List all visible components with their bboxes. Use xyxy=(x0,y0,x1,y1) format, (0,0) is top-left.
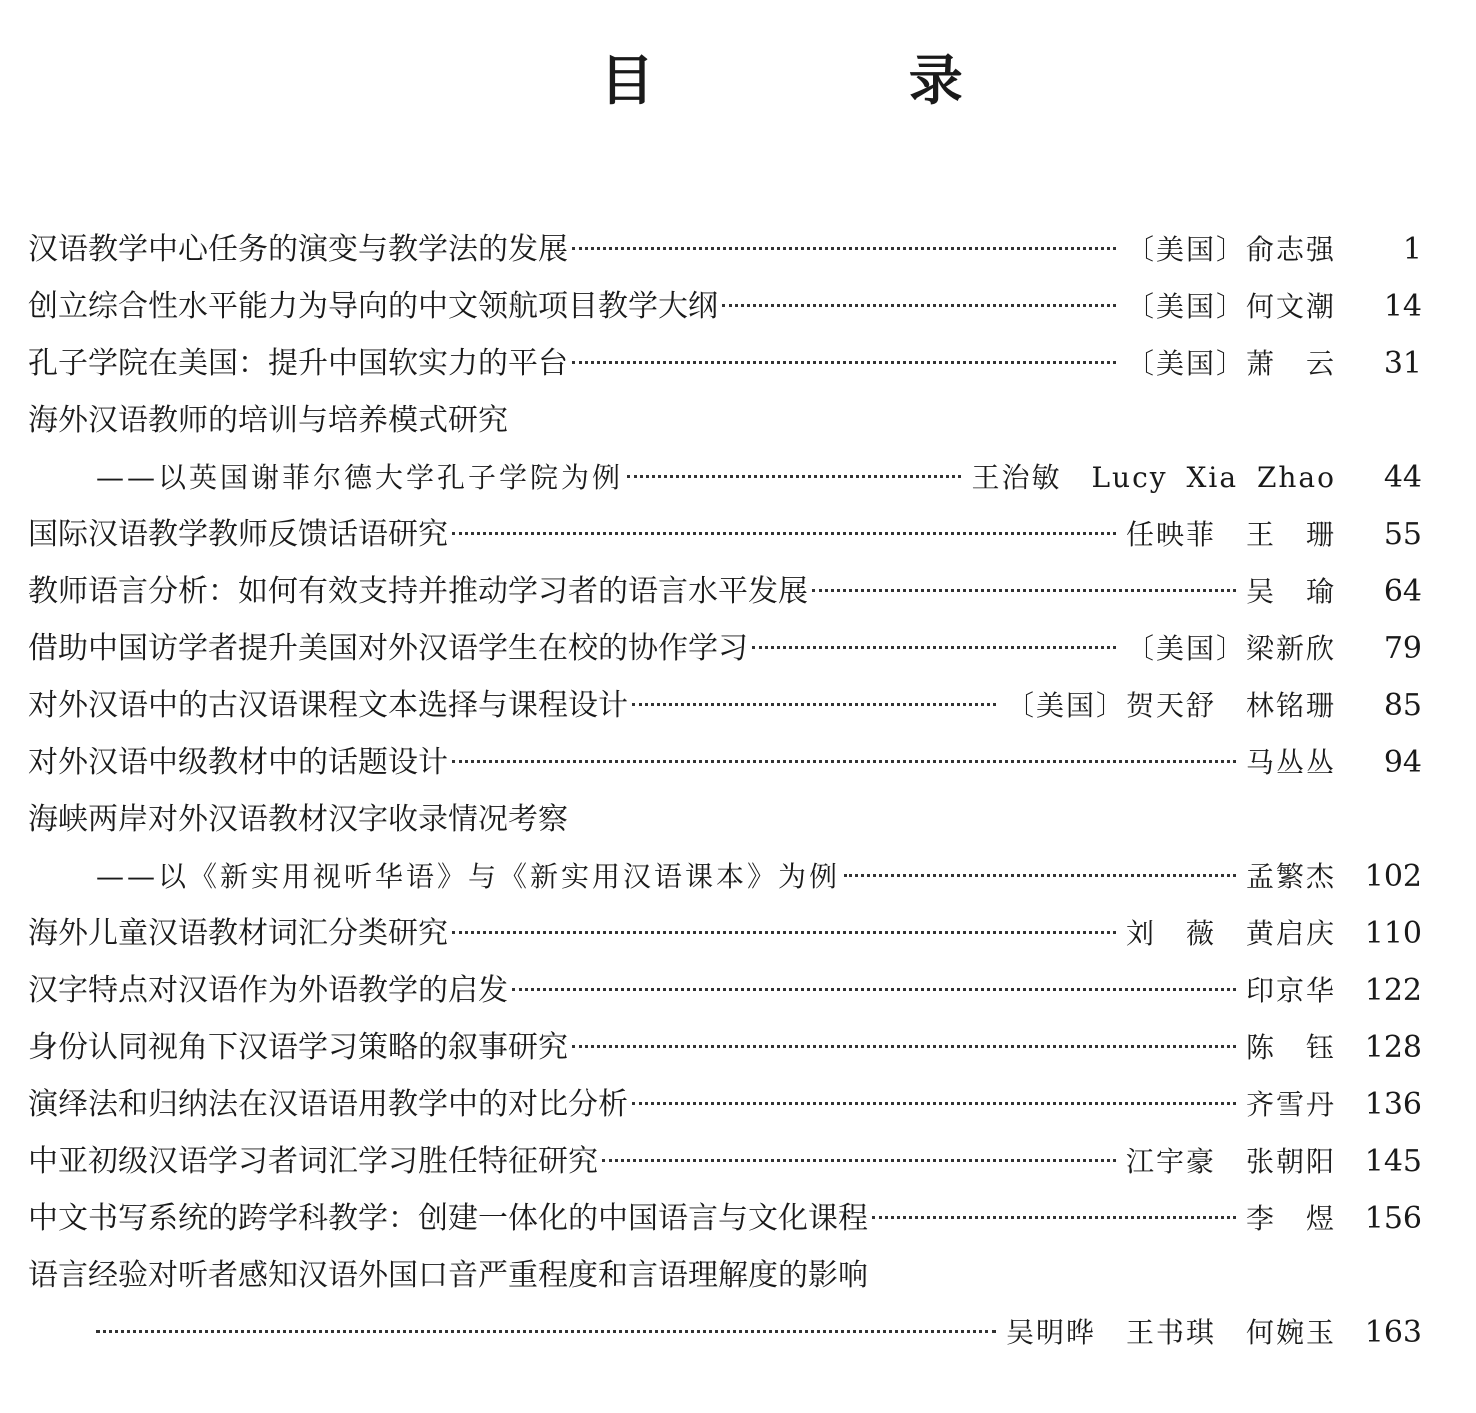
entry-author: 〔美国〕萧 云 xyxy=(1125,347,1336,380)
entry-title: 海外儿童汉语教材词汇分类研究 xyxy=(28,916,448,951)
entry-page-number: 122 xyxy=(1364,973,1422,1008)
entry-page-number: 85 xyxy=(1383,688,1422,723)
entry-author: 吴明晔 王书琪 何婉玉 xyxy=(1005,1316,1336,1349)
toc-entry-subtitle xyxy=(28,449,1422,506)
entry-page-number: 102 xyxy=(1364,859,1422,894)
toc-entry xyxy=(28,1019,1422,1076)
toc-entry xyxy=(28,335,1422,392)
entry-page-number: 79 xyxy=(1383,631,1422,666)
entry-title: 对外汉语中级教材中的话题设计 xyxy=(28,745,448,780)
entry-title: 汉字特点对汉语作为外语教学的启发 xyxy=(28,973,508,1008)
dot-leader xyxy=(812,589,1236,592)
entry-author: 李 煜 xyxy=(1245,1202,1336,1235)
dot-leader xyxy=(452,532,1116,535)
toc-entry-heading xyxy=(28,1247,1422,1304)
entry-author: 任映菲 王 珊 xyxy=(1125,518,1336,551)
entry-page-number: 31 xyxy=(1383,346,1422,381)
entry-subtitle: ——以《新实用视听华语》与《新实用汉语课本》为例 xyxy=(96,860,841,893)
entry-author: 吴 瑜 xyxy=(1245,575,1336,608)
entry-title: 海外汉语教师的培训与培养模式研究 xyxy=(28,403,508,438)
dot-leader xyxy=(632,1102,1236,1105)
toc-entry-subtitle xyxy=(28,848,1422,905)
dot-leader xyxy=(96,1330,996,1333)
entry-page-number: 64 xyxy=(1383,574,1422,609)
entry-page-number: 1 xyxy=(1402,232,1422,267)
dot-leader xyxy=(572,247,1116,250)
dot-leader xyxy=(512,988,1236,991)
entry-title: 演绎法和归纳法在汉语语用教学中的对比分析 xyxy=(28,1087,628,1122)
entry-author: 江宇豪 张朝阳 xyxy=(1125,1145,1336,1178)
entry-author: 〔美国〕贺天舒 林铭珊 xyxy=(1005,689,1336,722)
entry-subtitle: ——以英国谢菲尔德大学孔子学院为例 xyxy=(96,461,624,494)
dot-leader xyxy=(452,931,1116,934)
entry-title: 汉语教学中心任务的演变与教学法的发展 xyxy=(28,232,568,267)
entry-title: 中亚初级汉语学习者词汇学习胜任特征研究 xyxy=(28,1144,598,1179)
entry-page-number: 156 xyxy=(1364,1201,1422,1236)
entry-page-number: 94 xyxy=(1383,745,1422,780)
entry-author: 齐雪丹 xyxy=(1245,1088,1336,1121)
entry-title: 海峡两岸对外汉语教材汉字收录情况考察 xyxy=(28,802,568,837)
dot-leader xyxy=(602,1159,1116,1162)
entry-author: 〔美国〕何文潮 xyxy=(1125,290,1336,323)
table-of-contents xyxy=(28,221,1422,1361)
entry-title: 对外汉语中的古汉语课程文本选择与课程设计 xyxy=(28,688,628,723)
toc-entry xyxy=(28,620,1422,677)
toc-entry-subtitle xyxy=(28,1304,1422,1361)
page-title: 目 录 xyxy=(600,49,1081,112)
dot-leader xyxy=(452,760,1236,763)
toc-entry xyxy=(28,1133,1422,1190)
entry-author: 孟繁杰 xyxy=(1245,860,1336,893)
entry-page-number: 14 xyxy=(1383,289,1422,324)
dot-leader xyxy=(572,1045,1236,1048)
dot-leader xyxy=(752,646,1116,649)
entry-title: 中文书写系统的跨学科教学：创建一体化的中国语言与文化课程 xyxy=(28,1201,868,1236)
entry-title: 孔子学院在美国：提升中国软实力的平台 xyxy=(28,346,568,381)
toc-entry xyxy=(28,1190,1422,1247)
entry-title: 教师语言分析：如何有效支持并推动学习者的语言水平发展 xyxy=(28,574,808,609)
entry-title: 语言经验对听者感知汉语外国口音严重程度和言语理解度的影响 xyxy=(28,1258,868,1293)
entry-author: 〔美国〕梁新欣 xyxy=(1125,632,1336,665)
entry-author: 马丛丛 xyxy=(1245,746,1336,779)
toc-entry-heading xyxy=(28,392,1422,449)
toc-entry xyxy=(28,506,1422,563)
dot-leader xyxy=(722,304,1116,307)
entry-page-number: 128 xyxy=(1364,1030,1422,1065)
entry-author: 王治敏 Lucy Xia Zhao xyxy=(971,461,1336,494)
toc-entry-heading xyxy=(28,791,1422,848)
entry-title: 借助中国访学者提升美国对外汉语学生在校的协作学习 xyxy=(28,631,748,666)
toc-entry xyxy=(28,221,1422,278)
dot-leader xyxy=(872,1216,1236,1219)
entry-author: 刘 薇 黄启庆 xyxy=(1125,917,1336,950)
entry-title: 国际汉语教学教师反馈话语研究 xyxy=(28,517,448,552)
toc-entry xyxy=(28,905,1422,962)
dot-leader xyxy=(627,475,961,478)
entry-page-number: 110 xyxy=(1364,916,1422,951)
toc-entry xyxy=(28,677,1422,734)
entry-author: 陈 钰 xyxy=(1245,1031,1336,1064)
toc-entry xyxy=(28,278,1422,335)
entry-title: 创立综合性水平能力为导向的中文领航项目教学大纲 xyxy=(28,289,718,324)
entry-author: 〔美国〕俞志强 xyxy=(1125,233,1336,266)
toc-entry xyxy=(28,734,1422,791)
entry-page-number: 55 xyxy=(1383,517,1422,552)
dot-leader xyxy=(632,703,996,706)
entry-page-number: 136 xyxy=(1364,1087,1422,1122)
entry-title: 身份认同视角下汉语学习策略的叙事研究 xyxy=(28,1030,568,1065)
toc-entry xyxy=(28,1076,1422,1133)
entry-page-number: 145 xyxy=(1364,1144,1422,1179)
entry-page-number: 44 xyxy=(1383,460,1422,495)
toc-entry xyxy=(28,563,1422,620)
entry-page-number: 163 xyxy=(1364,1315,1422,1350)
dot-leader xyxy=(844,874,1236,877)
dot-leader xyxy=(572,361,1116,364)
toc-entry xyxy=(28,962,1422,1019)
entry-author: 印京华 xyxy=(1245,974,1336,1007)
